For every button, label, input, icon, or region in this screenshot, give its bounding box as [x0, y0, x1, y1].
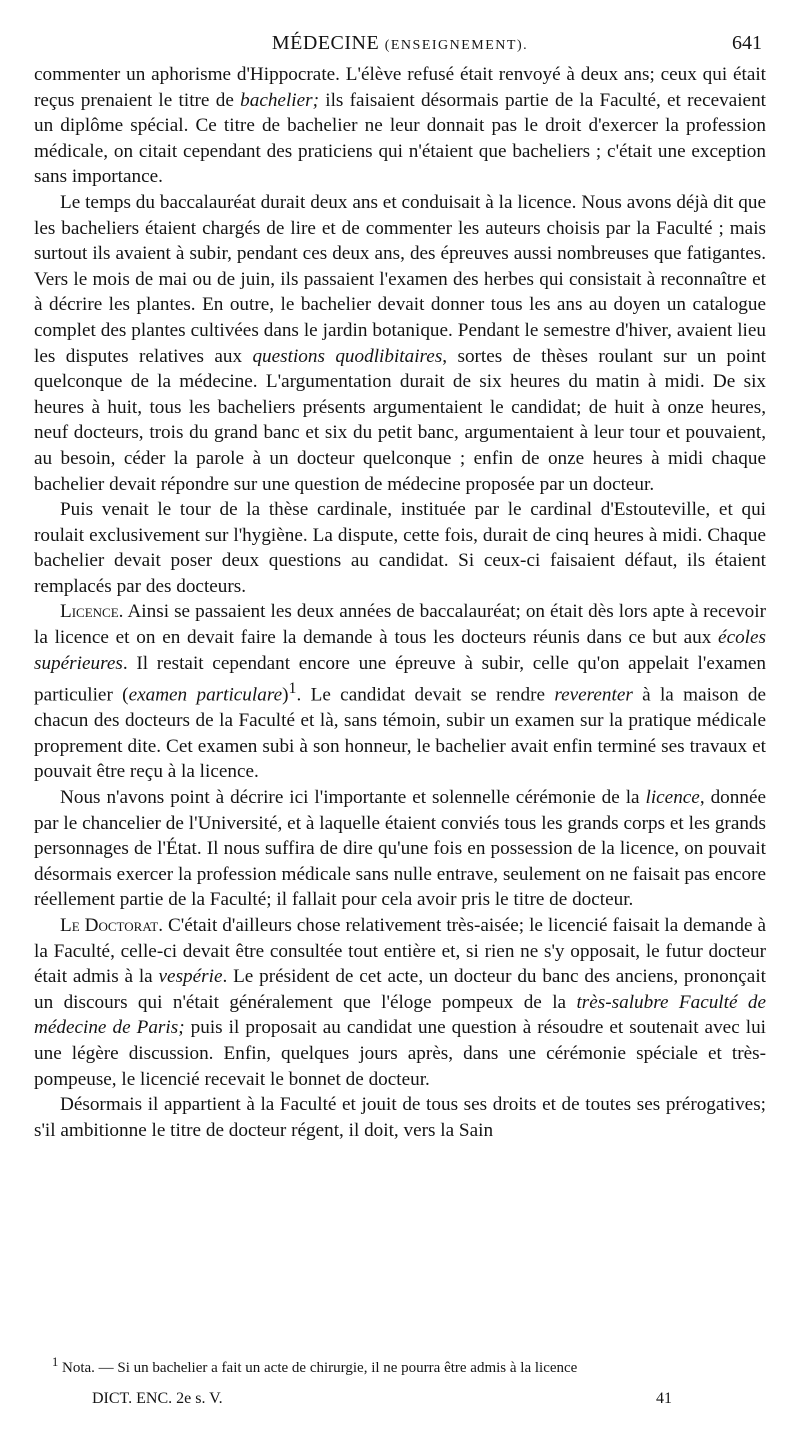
italic-text: licence — [645, 787, 700, 809]
running-head — [34, 30, 766, 60]
footnote-text: Nota. — Si un bachelier a fait un acte de chirurgie, il ne pourra être admis à la licence — [62, 1360, 578, 1376]
italic-text: questions quodlibitaires — [252, 345, 443, 367]
text-run: puis il proposait au candidat une question à résoudre et soutenait avec lui une légère discussion. Enfin, quelques jours après, dans une cérémonie spéciale et très-pompeuse, le licencié recevait le bonnet de docteur. — [34, 1017, 766, 1090]
text-run: , sortes de thèses roulant sur un point quelconque de la médecine. L'argumentation durait de six heures du matin à midi. De six heures à huit, tous les bacheliers présents argumentaient le candidat; de huit à onze heures, neuf docteurs, trois du grand banc et six du petit banc, argumentaient à leur tour et pouvaient, au besoin, céder la parole à un docteur quelconque ; enfin de onze heures à midi chaque bachelier devait répondre sur une question de médecine proposée par un docteur. — [34, 345, 766, 495]
text-run: . Le président de cet acte, un docteur du banc des anciens, prononçait un discours qui n'était généralement que l'éloge pompeux de la — [34, 966, 766, 1013]
running-title — [34, 32, 766, 55]
body-text — [34, 62, 766, 1143]
paragraph — [34, 913, 766, 1092]
italic-text: vespérie — [158, 966, 223, 988]
text-run: Nous n'avons point à décrire ici l'importante et solennelle cérémonie de la — [60, 787, 646, 809]
footnote — [52, 1352, 766, 1378]
running-title-sub: (ENSEIGNEMENT). — [384, 38, 529, 53]
text-run: . Il restait cependant encore une épreuve à subir, celle qu'on appelait l'examen particulier ( — [34, 652, 766, 706]
text-run: ) — [282, 684, 289, 706]
page-number: 641 — [732, 32, 762, 54]
paragraph — [34, 62, 766, 190]
paragraph — [34, 497, 766, 599]
text-run: commenter un aphorisme d'Hippocrate. L'élève refusé était renvoyé à deux ans; ceux qui était reçus prenaient le titre de — [34, 64, 766, 111]
paragraph — [34, 1092, 766, 1143]
section-heading: Le Doctorat. — [60, 914, 164, 936]
text-run: C'était d'ailleurs chose relativement très-aisée; le licencié faisait la demande à la Faculté, celle-ci devait être consultée tout entière et, si rien ne s'y opposait, le futur docteur était admis à la — [34, 914, 766, 988]
paragraph — [34, 599, 766, 785]
section-heading: Licence. — [60, 601, 124, 623]
footnote-marker: 1 — [52, 1355, 59, 1369]
italic-text: écoles supérieures — [34, 627, 766, 674]
text-run: Puis venait le tour de la thèse cardinale, instituée par le cardinal d'Estouteville, et qui roulait exclusivement sur l'hygiène. La dispute, cette fois, durait de cinq heures à midi. Chaque bachelier devait poser deux questions au candidat. Si ceux-ci faisaient défaut, ils étaient remplacés par des docteurs. — [34, 499, 766, 597]
text-run: . Le candidat devait se rendre — [296, 684, 555, 706]
text-run: ils faisaient désormais partie de la Faculté, et recevaient un diplôme spécial. Ce titre de bachelier ne leur donnait pas le droit d'exercer la profession médicale, on citait cependant des praticiens qui n'étaient que bacheliers ; c'était une exception sans importance. — [34, 89, 766, 188]
text-run: Ainsi se passaient les deux années de baccalauréat; on était dès lors apte à recevoir la licence et on en devait faire la demande à tous les docteurs réunis dans ce but aux — [34, 601, 766, 649]
text-run: Désormais il appartient à la Faculté et jouit de tous ses droits et de toutes ses prérogatives; s'il ambitionne le titre de docteur régent, il doit, vers la Sain — [34, 1094, 766, 1141]
text-run: , donnée par le chancelier de l'Université, et à laquelle étaient conviés tous les grands corps et les grands personnages de l'État. Il nous suffira de dire qu'une fois en possession de la licence, on pouvait désormais exercer la profession médicale sans nulle entrave, seulement on ne faisait pas encore réellement partie de la Faculté; il fallait pour cela avoir pris le titre de docteur. — [34, 787, 766, 911]
printer-signature: DICT. ENC. 2e s. V. — [92, 1390, 223, 1407]
italic-text: très-salubre Faculté de médecine de Paris; — [34, 991, 766, 1039]
italic-text: bachelier; — [240, 89, 319, 111]
running-title-main: MÉDECINE — [271, 32, 380, 54]
text-run: à la maison de chacun des docteurs de la Faculté et là, sans témoin, subir un examen sur la pratique médicale proprement dite. Cet examen subi à son honneur, le bachelier avait enfin terminé ses travaux et pouvait être reçu à la licence. — [34, 684, 767, 783]
sheet-number: 41 — [656, 1390, 672, 1407]
italic-text: examen particulare — [128, 684, 283, 706]
paragraph — [34, 785, 766, 913]
italic-text: reverenter — [554, 684, 633, 706]
paragraph — [34, 190, 766, 497]
text-run: Le temps du baccalauréat durait deux ans et conduisait à la licence. Nous avons déjà dit que les bacheliers étaient chargés de lire et de commenter les auteurs choisis par la Faculté ; mais surtout ils avaient à subir, pendant ces deux ans, des épreuves aussi nombreuses que fatigantes. Vers le mois de mai ou de juin, ils passaient l'examen des herbes qui consistait à reconnaître et à décrire les plantes. En outre, le bachelier devait donner tous les ans au doyen un catalogue complet des plantes cultivées dans le jardin botanique. Pendant le semestre d'hiver, avaient lieu les disputes relatives aux — [34, 191, 766, 367]
footnote-ref: 1 — [288, 680, 297, 698]
